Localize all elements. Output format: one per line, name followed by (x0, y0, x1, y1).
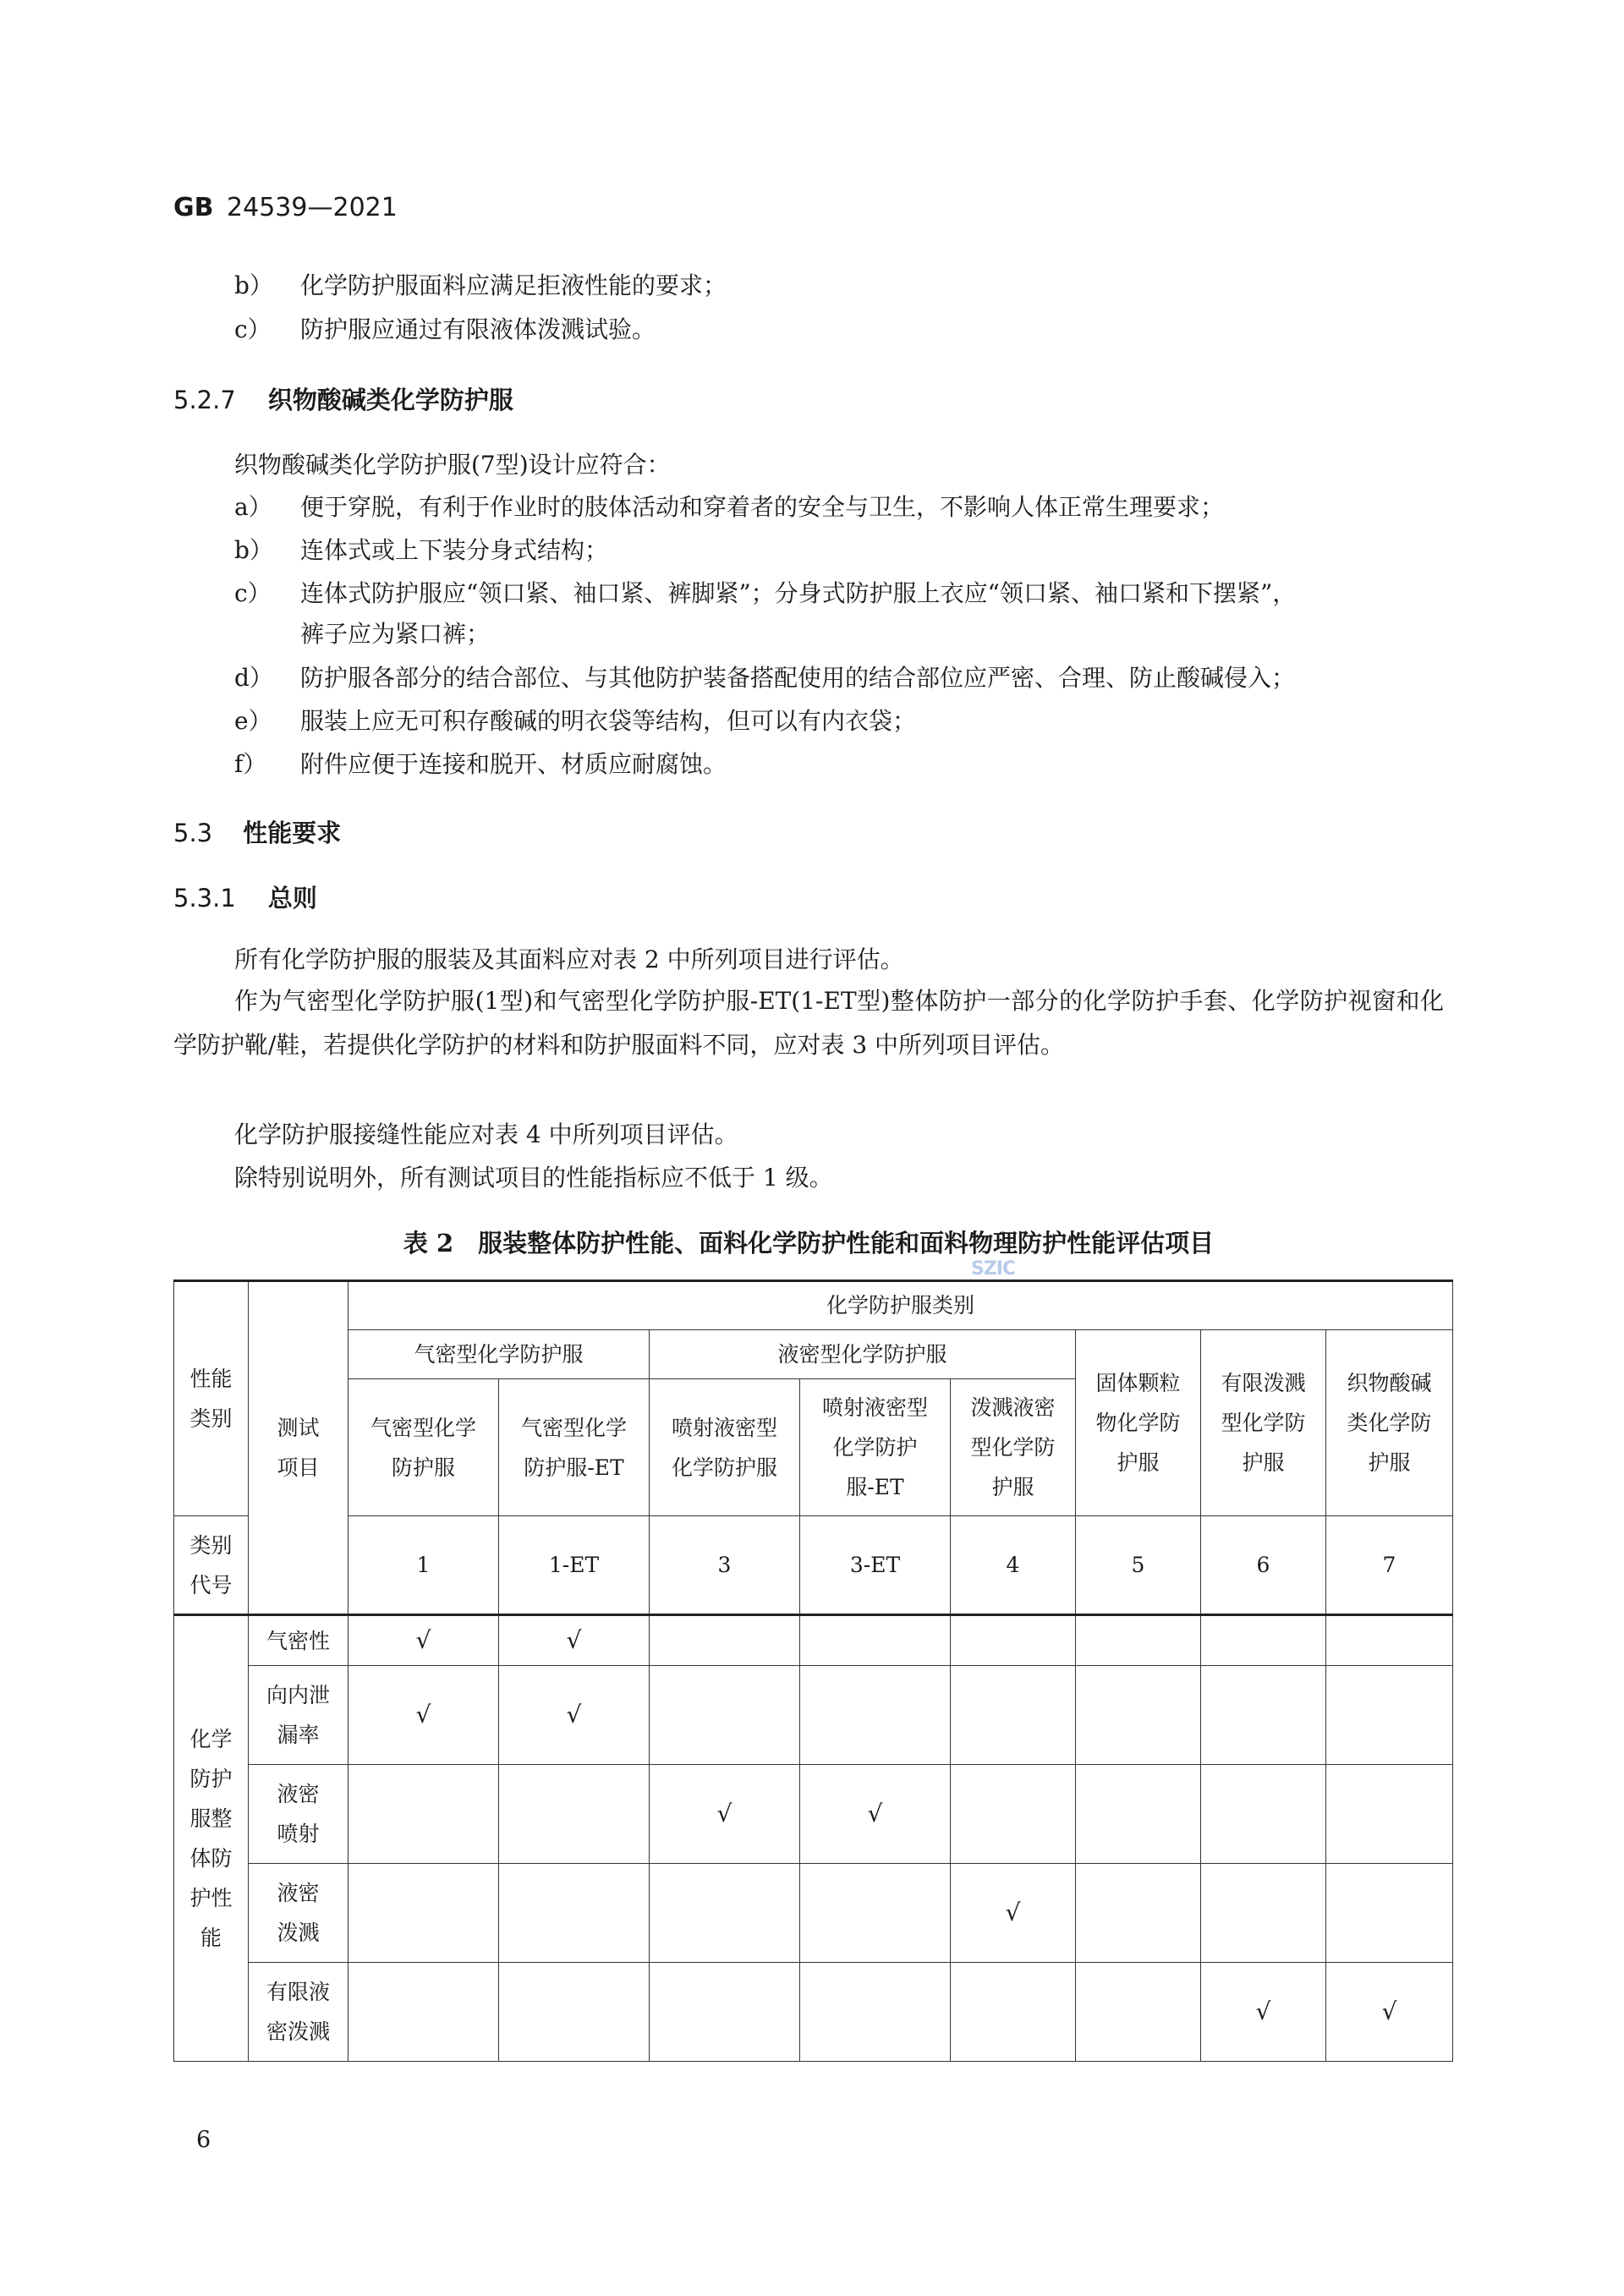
column-header: 喷射液密型 化学防护服 (650, 1379, 800, 1516)
table-body (174, 1615, 1453, 2062)
table-row (174, 1615, 1453, 1666)
item-text: 连体式或上下装分身式结构； (300, 536, 609, 564)
checkmark-icon: √ (1255, 1997, 1271, 2025)
check-cell (800, 1765, 951, 1864)
section-heading (173, 381, 513, 416)
checkmark-icon: √ (1005, 1898, 1021, 1926)
item-label: a） (234, 493, 272, 521)
list-item (234, 269, 727, 303)
check-cell (499, 1864, 650, 1963)
checkmark-icon: √ (566, 1625, 582, 1654)
item-text: 连体式防护服应“领口紧、袖口紧、裤脚紧”；分身式防护服上衣应“领口紧、袖口紧和下摆紧”， (300, 579, 1297, 607)
header-perf-category: 性能 类别 (174, 1281, 249, 1516)
item-label: f） (234, 750, 267, 778)
table-caption: 表 2 服装整体防护性能、面料化学防护性能和面料物理防护性能评估项目 (403, 1229, 1215, 1258)
section-heading (173, 814, 341, 849)
test-item-label: 向内泄 漏率 (249, 1666, 348, 1765)
list-item (234, 748, 727, 781)
check-cell (499, 1666, 650, 1765)
check-cell (800, 1666, 951, 1765)
category-code: 1-ET (499, 1516, 650, 1615)
check-cell (1201, 1765, 1326, 1864)
check-cell (650, 1666, 800, 1765)
check-cell (1076, 1666, 1201, 1765)
item-label: d） (234, 664, 273, 692)
check-cell (951, 1615, 1076, 1666)
paragraph: 织物酸碱类化学防护服(7型)设计应符合： (234, 451, 671, 479)
check-cell (1326, 1864, 1453, 1963)
row-group-label: 化学 防护 服整 体防 护性 能 (174, 1615, 249, 2062)
item-text: 化学防护服面料应满足拒液性能的要求； (300, 271, 727, 299)
check-cell (348, 1666, 499, 1765)
item-text: 防护服各部分的结合部位、与其他防护装备搭配使用的结合部位应严密、合理、防止酸碱侵入； (300, 664, 1296, 692)
check-cell (1201, 1666, 1326, 1765)
item-label: c） (234, 315, 272, 343)
section-number: 5.2.7 (173, 386, 236, 414)
item-text: 附件应便于连接和脱开、材质应耐腐蚀。 (300, 750, 727, 778)
item-label: c） (234, 579, 272, 607)
checkmark-icon: √ (415, 1625, 431, 1654)
check-cell (348, 1864, 499, 1963)
list-item (234, 490, 1224, 524)
table-row (174, 1666, 1453, 1765)
column-header: 气密型化学 防护服 (348, 1379, 499, 1516)
section-title: 织物酸碱类化学防护服 (267, 386, 513, 414)
check-cell (1201, 1864, 1326, 1963)
category-code: 1 (348, 1516, 499, 1615)
test-item-label: 液密 泼溅 (249, 1864, 348, 1963)
check-cell (951, 1963, 1076, 2062)
check-cell (800, 1864, 951, 1963)
evaluation-table (173, 1280, 1453, 2062)
check-cell (348, 1765, 499, 1864)
check-cell (800, 1963, 951, 2062)
header-liquid-tight-group: 液密型化学防护服 (650, 1330, 1076, 1379)
standard-prefix: GB (173, 193, 214, 222)
paragraph: 所有化学防护服的服装及其面料应对表 2 中所列项目进行评估。 (234, 945, 904, 973)
section-title: 性能要求 (243, 819, 342, 847)
checkmark-icon: √ (716, 1799, 732, 1827)
category-code: 3-ET (800, 1516, 951, 1615)
item-label: e） (234, 707, 272, 735)
checkmark-icon: √ (415, 1700, 431, 1729)
item-text: 防护服应通过有限液体泼溅试验。 (300, 315, 656, 343)
check-cell (1326, 1765, 1453, 1864)
table-row (174, 1765, 1453, 1864)
item-text: 服装上应无可积存酸碱的明衣袋等结构，但可以有内衣袋； (300, 707, 917, 735)
list-item (234, 313, 656, 347)
category-code: 3 (650, 1516, 800, 1615)
check-cell (1201, 1615, 1326, 1666)
category-code: 5 (1076, 1516, 1201, 1615)
check-cell (348, 1963, 499, 2062)
category-code: 7 (1326, 1516, 1453, 1615)
page-number: 6 (196, 2127, 211, 2153)
test-item-label: 有限液 密泼溅 (249, 1963, 348, 2062)
check-cell (1076, 1765, 1201, 1864)
check-cell (650, 1963, 800, 2062)
paragraph: 化学防护服接缝性能应对表 4 中所列项目评估。 (234, 1121, 738, 1148)
test-item-label: 液密 喷射 (249, 1765, 348, 1864)
list-item (234, 704, 916, 738)
check-cell (1076, 1963, 1201, 2062)
column-header: 有限泼溅 型化学防 护服 (1201, 1330, 1326, 1516)
checkmark-icon: √ (1381, 1997, 1397, 2025)
check-cell (800, 1615, 951, 1666)
check-cell (1326, 1963, 1453, 2062)
check-cell (1201, 1963, 1326, 2062)
header-gas-tight-group: 气密型化学防护服 (348, 1330, 650, 1379)
header-test-item: 测试 项目 (249, 1281, 348, 1615)
check-cell (499, 1765, 650, 1864)
check-cell (650, 1864, 800, 1963)
check-cell (650, 1615, 800, 1666)
paragraph: 除特别说明外，所有测试项目的性能指标应不低于 1 级。 (234, 1164, 833, 1192)
list-item (234, 577, 1296, 611)
column-header: 喷射液密型 化学防护 服-ET (800, 1379, 951, 1516)
section-number: 5.3.1 (173, 884, 236, 912)
column-header: 气密型化学 防护服-ET (499, 1379, 650, 1516)
check-cell (1076, 1615, 1201, 1666)
check-cell (1076, 1864, 1201, 1963)
test-item-label: 气密性 (249, 1615, 348, 1666)
column-header: 织物酸碱 类化学防 护服 (1326, 1330, 1453, 1516)
check-cell (499, 1615, 650, 1666)
section-number: 5.3 (173, 819, 213, 847)
check-cell (1326, 1615, 1453, 1666)
check-cell (1326, 1666, 1453, 1765)
header-suit-category: 化学防护服类别 (348, 1281, 1453, 1330)
list-item (234, 534, 608, 567)
category-code-label: 类别 代号 (174, 1516, 249, 1615)
check-cell (499, 1963, 650, 2062)
column-header: 泼溅液密 型化学防 护服 (951, 1379, 1076, 1516)
check-cell (650, 1765, 800, 1864)
item-text: 便于穿脱，有利于作业时的肢体活动和穿着者的安全与卫生，不影响人体正常生理要求； (300, 493, 1225, 521)
check-cell (951, 1864, 1076, 1963)
list-item-continuation: 裤子应为紧口裤； (300, 620, 491, 648)
column-header: 固体颗粒 物化学防 护服 (1076, 1330, 1201, 1516)
category-code: 6 (1201, 1516, 1326, 1615)
section-heading (173, 879, 317, 914)
category-code: 4 (951, 1516, 1076, 1615)
paragraph (173, 979, 1444, 1067)
check-cell (951, 1666, 1076, 1765)
table-row (174, 1963, 1453, 2062)
standard-header (173, 193, 398, 222)
section-title: 总则 (267, 884, 317, 912)
watermark-logo: SZIC (971, 1258, 1016, 1280)
check-cell (951, 1765, 1076, 1864)
paragraph-text: 作为气密型化学防护服(1型)和气密型化学防护服-ET(1-ET型)整体防护一部分的化学防护手套、化学防护视窗和化学防护靴/鞋，若提供化学防护的材料和防护服面料不同，应对表 3 中所列项目评估。 (173, 987, 1444, 1059)
check-cell (348, 1615, 499, 1666)
checkmark-icon: √ (867, 1799, 883, 1827)
item-label: b） (234, 536, 273, 564)
checkmark-icon: √ (566, 1700, 582, 1729)
table-row (174, 1864, 1453, 1963)
standard-number: 24539—2021 (227, 193, 398, 222)
list-item (234, 661, 1295, 695)
item-label: b） (234, 271, 273, 299)
